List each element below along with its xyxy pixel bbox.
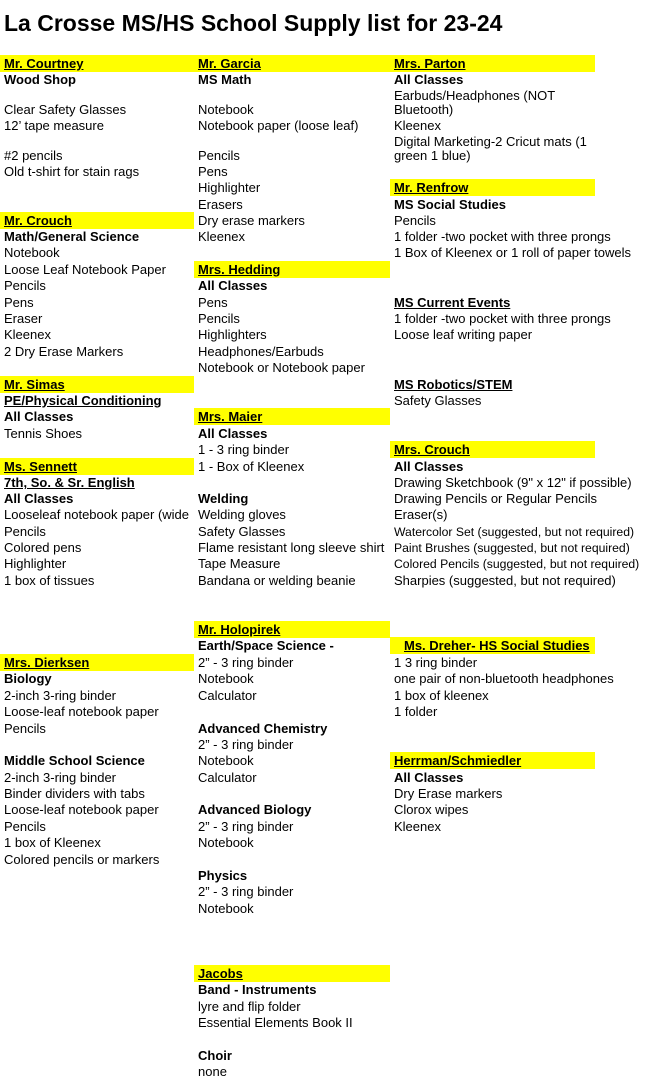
class-heading: Middle School Science	[4, 753, 145, 768]
supply-item: 2” - 3 ring binder	[198, 819, 294, 834]
class-heading: All Classes	[198, 426, 268, 441]
teacher-name: Mrs. Crouch	[394, 442, 470, 457]
teacher-name: Mrs. Dierksen	[4, 655, 90, 670]
supply-item: Loose leaf writing paper	[394, 327, 533, 342]
class-heading: All Classes	[4, 409, 74, 424]
supply-item: Eraser	[4, 311, 43, 326]
class-heading: All Classes	[4, 491, 74, 506]
supply-item: Drawing Sketchbook (9" x 12" if possible)	[394, 475, 632, 490]
supply-item: Pencils	[4, 819, 46, 834]
supply-item: Colored Pencils (suggested, but not required)	[394, 557, 640, 571]
supply-item: 1 box of kleenex	[394, 688, 489, 703]
supply-item: none	[198, 1064, 227, 1079]
supply-item: Flame resistant long sleeve shirt	[198, 540, 385, 555]
supply-item: 2 Dry Erase Markers	[4, 344, 124, 359]
supply-item: Welding gloves	[198, 507, 286, 522]
supply-item: Colored pens	[4, 540, 82, 555]
class-heading: MS Current Events	[394, 295, 511, 310]
supply-item: Bandana or welding beanie	[198, 573, 356, 588]
class-heading: MS Math	[198, 72, 252, 87]
supply-item: Highlighter	[4, 556, 67, 571]
supply-item: Notebook	[198, 901, 254, 916]
supply-item: Notebook	[198, 753, 254, 768]
supply-item: Pencils	[198, 311, 240, 326]
supply-item: Tennis Shoes	[4, 426, 83, 441]
supply-item: Loose-leaf notebook paper	[4, 802, 159, 817]
supply-item: #2 pencils	[4, 148, 63, 163]
supply-item: Highlighter	[198, 180, 261, 195]
class-heading: All Classes	[394, 72, 464, 87]
teacher-name: Mr. Crouch	[4, 213, 72, 228]
supply-item: Notebook	[198, 835, 254, 850]
class-heading: All Classes	[394, 770, 464, 785]
supply-item: Digital Marketing-2 Cricut mats (1	[394, 134, 587, 149]
class-heading: Choir	[198, 1048, 232, 1063]
supply-item: Eraser(s)	[394, 507, 448, 522]
class-heading: MS Robotics/STEM	[394, 377, 513, 392]
class-heading: Biology	[4, 671, 52, 686]
supply-item: Looseleaf notebook paper (wide	[4, 507, 190, 522]
teacher-name: Herrman/Schmiedler	[394, 753, 522, 768]
teacher-name: Mr. Renfrow	[394, 180, 469, 195]
supply-item: Notebook	[4, 245, 60, 260]
supply-item: lyre and flip folder	[198, 999, 301, 1014]
supply-item: 1 folder -two pocket with three prongs	[394, 229, 611, 244]
class-heading: Band - Instruments	[198, 982, 317, 997]
supply-item: Pencils	[198, 148, 240, 163]
class-heading: All Classes	[198, 278, 268, 293]
class-heading: Wood Shop	[4, 72, 76, 87]
supply-item: 1 folder -two pocket with three prongs	[394, 311, 611, 326]
class-heading: Math/General Science	[4, 229, 140, 244]
supply-item: Highlighters	[198, 327, 267, 342]
supply-item: 2” - 3 ring binder	[198, 655, 294, 670]
teacher-name: Mr. Courtney	[4, 56, 84, 71]
supply-item: Headphones/Earbuds	[198, 344, 324, 359]
supply-item: Sharpies (suggested, but not required)	[394, 573, 616, 588]
supply-item: Essential Elements Book II	[198, 1015, 353, 1030]
supply-item: Earbuds/Headphones (NOT	[394, 88, 556, 103]
supply-item: 2-inch 3-ring binder	[4, 770, 117, 785]
supply-item: Old t-shirt for stain rags	[4, 164, 140, 179]
supply-item: Calculator	[198, 688, 257, 703]
supply-item: Colored pencils or markers	[4, 852, 160, 867]
supply-item: Loose Leaf Notebook Paper	[4, 262, 166, 277]
supply-item: Paint Brushes (suggested, but not required)	[394, 541, 630, 555]
supply-item: Kleenex	[394, 118, 441, 133]
supply-item: green 1 blue)	[394, 148, 471, 163]
supply-item: 1 box of Kleenex	[4, 835, 101, 850]
supply-item: Dry erase markers	[198, 213, 305, 228]
supply-item: 1 - Box of Kleenex	[198, 459, 305, 474]
supply-item: Safety Glasses	[198, 524, 286, 539]
teacher-name: Ms. Dreher- HS Social Studies	[404, 638, 590, 653]
supply-item: Notebook or Notebook paper	[198, 360, 365, 375]
teacher-name: Mrs. Parton	[394, 56, 466, 71]
teacher-name: Ms. Sennett	[4, 459, 77, 474]
supply-item: 1 box of tissues	[4, 573, 95, 588]
supply-item: 2” - 3 ring binder	[198, 884, 294, 899]
supply-item: Pens	[4, 295, 34, 310]
supply-item: Clorox wipes	[394, 802, 469, 817]
supply-item: Safety Glasses	[394, 393, 482, 408]
supply-item: Binder dividers with tabs	[4, 786, 145, 801]
teacher-name: Mrs. Maier	[198, 409, 263, 424]
supply-item: Pens	[198, 164, 228, 179]
supply-item: Dry Erase markers	[394, 786, 503, 801]
supply-item: Notebook	[198, 671, 254, 686]
supply-item: 2-inch 3-ring binder	[4, 688, 117, 703]
supply-item: Tape Measure	[198, 556, 281, 571]
teacher-name: Mrs. Hedding	[198, 262, 281, 277]
class-heading: MS Social Studies	[394, 197, 506, 212]
supply-item: Erasers	[198, 197, 243, 212]
supply-item: Drawing Pencils or Regular Pencils	[394, 491, 598, 506]
supply-item: 1 3 ring binder	[394, 655, 478, 670]
supply-item: Kleenex	[198, 229, 245, 244]
teacher-name: Mr. Simas	[4, 377, 65, 392]
supply-item: one pair of non-bluetooth headphones	[394, 671, 614, 686]
supply-item: Pens	[198, 295, 228, 310]
class-heading: Physics	[198, 868, 248, 883]
supply-item: Watercolor Set (suggested, but not required)	[394, 525, 635, 539]
supply-item: Calculator	[198, 770, 257, 785]
class-heading: PE/Physical Conditioning	[4, 393, 162, 408]
supply-item: 1 - 3 ring binder	[198, 442, 290, 457]
supply-item: Loose-leaf notebook paper	[4, 704, 159, 719]
supply-item: Notebook	[198, 102, 254, 117]
class-heading: Advanced Chemistry	[198, 721, 328, 736]
supply-item: Pencils	[4, 278, 46, 293]
supply-item: 2” - 3 ring binder	[198, 737, 294, 752]
class-heading: Advanced Biology	[198, 802, 312, 817]
supply-item: Bluetooth)	[394, 102, 454, 117]
class-heading: Welding	[198, 491, 249, 506]
supply-item: 1 Box of Kleenex or 1 roll of paper towels	[394, 245, 632, 260]
teacher-name: Mr. Garcia	[198, 56, 261, 71]
teacher-name: Jacobs	[198, 966, 243, 981]
supply-item: Pencils	[394, 213, 436, 228]
class-heading: 7th, So. & Sr. English	[4, 475, 135, 490]
class-heading: All Classes	[394, 459, 464, 474]
supply-item: Pencils	[4, 524, 46, 539]
supply-item: 1 folder	[394, 704, 438, 719]
supply-item: Kleenex	[4, 327, 51, 342]
page-title: La Crosse MS/HS School Supply list for 23-24	[4, 10, 503, 36]
supply-item: Pencils	[4, 721, 46, 736]
supply-item: Kleenex	[394, 819, 441, 834]
supply-item: 12’ tape measure	[4, 118, 104, 133]
supply-item: Clear Safety Glasses	[4, 102, 127, 117]
class-heading: Earth/Space Science -	[198, 638, 334, 653]
supply-item: Notebook paper (loose leaf)	[198, 118, 359, 133]
teacher-name: Mr. Holopirek	[198, 622, 281, 637]
